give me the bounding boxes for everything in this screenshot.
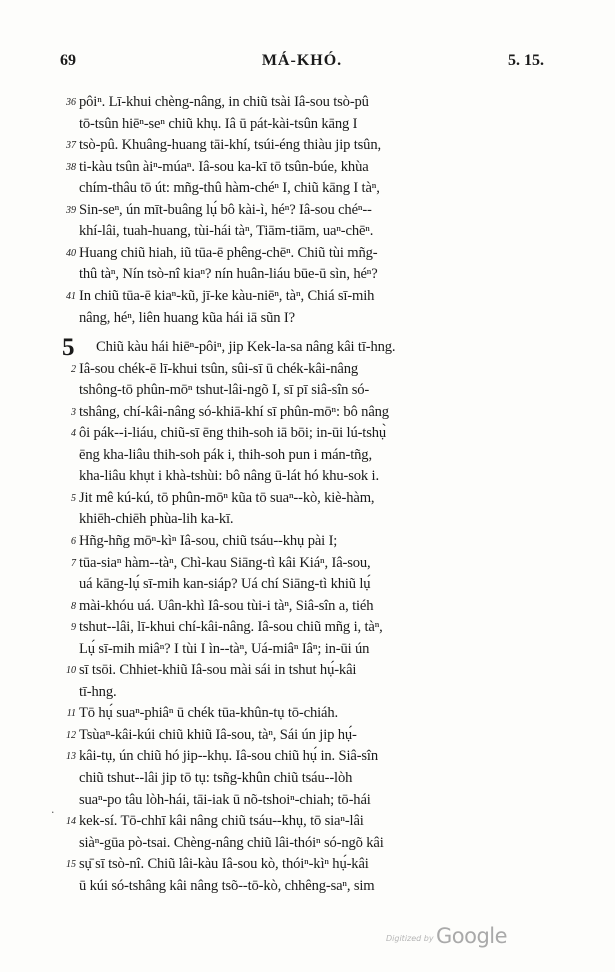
text-line — [0, 423, 615, 445]
text-line — [0, 660, 615, 682]
text-line — [0, 509, 615, 531]
verse-number: 8 — [71, 600, 76, 612]
text-line — [0, 380, 615, 402]
line-text: chím-thâu tō út: mñg-thû hàm-chéⁿ I, chiũ kāng I tàⁿ, — [79, 180, 380, 197]
verse-number: 15 — [66, 859, 76, 871]
verse-number: 40 — [66, 247, 76, 259]
verse-number: 38 — [66, 161, 76, 173]
line-text: tō-tsûn hiēⁿ-seⁿ chiũ khụ. Iâ ū pát-kài-tsûn kāng I — [79, 115, 358, 132]
text-line — [0, 157, 615, 179]
text-line — [0, 178, 615, 200]
verse-number: 12 — [66, 729, 76, 741]
text-line — [0, 221, 615, 243]
text-line — [0, 114, 615, 136]
line-text: Iâ-sou chék-ē lī-khui tsûn, sûi-sī ū chék-kâi-nâng — [79, 360, 359, 377]
text-line — [0, 811, 615, 833]
line-text: tī-hng. — [79, 683, 117, 700]
text-line — [0, 617, 615, 639]
text-line — [0, 790, 615, 812]
text-line — [0, 402, 615, 424]
line-text: thû tàⁿ, Nín tsò-nî kiaⁿ? nín huân-liáu būe-ū sìn, héⁿ? — [79, 266, 378, 283]
text-line — [0, 725, 615, 747]
text-line — [0, 308, 615, 330]
text-line — [0, 703, 615, 725]
page-header — [60, 52, 544, 76]
line-text: uá kāng-lụ́ sī-mih kan-siáp? Uá chí Siāng-tì khiũ lụ́ — [79, 576, 371, 593]
text-line — [0, 876, 615, 898]
margin-mark: · — [51, 806, 55, 819]
verse-number: 41 — [66, 290, 76, 302]
line-text: sī tsōi. Chhiet-khiũ Iâ-sou mài sái in tshut hụ́-kâi — [79, 662, 357, 679]
verse-number: 11 — [66, 708, 76, 720]
text-line — [0, 135, 615, 157]
text-line — [0, 746, 615, 768]
text-line — [0, 264, 615, 286]
chapter-verse-reference: 5. 15. — [508, 52, 544, 69]
text-line — [0, 334, 615, 361]
text-line — [0, 682, 615, 704]
verse-number: 10 — [66, 665, 76, 677]
text-line — [0, 854, 615, 876]
line-text: tshâng, chí-kâi-nâng só-khiā-khí sī phûn-mōⁿ: bô nâng — [79, 403, 389, 420]
verse-number: 5 — [71, 492, 76, 504]
line-text: khí-lâi, tuah-huang, tùi-hái tàⁿ, Tiām-tiām, uaⁿ-chēⁿ. — [79, 223, 374, 240]
verse-number: 2 — [71, 363, 76, 375]
line-text: Chiũ kàu hái hiēⁿ-pôiⁿ, jip Kek-la-sa nâng kâi tī-hng. — [96, 339, 396, 355]
line-text: tshông-tō phûn-mōⁿ tshut-lâi-ngõ I, sī pī siâ-sîn só- — [79, 382, 370, 399]
text-line — [0, 200, 615, 222]
line-text: siàⁿ-gūa pò-tsai. Chèng-nâng chiũ lâi-thóiⁿ só-ngõ kâi — [79, 834, 384, 851]
verse-number: 7 — [71, 557, 76, 569]
verse-number: 37 — [66, 140, 76, 152]
line-text: pôiⁿ. Lī-khui chèng-nâng, in chiũ tsài Iâ-sou tsò-pû — [79, 94, 369, 110]
line-text: Tsùaⁿ-kâi-kúi chiũ khiũ Iâ-sou, tàⁿ, Sái ún jip hụ́- — [79, 726, 357, 743]
line-text: tsò-pû. Khuâng-huang tāi-khí, tsúi-éng thiàu jip tsûn, — [79, 137, 381, 154]
line-text: Sin-seⁿ, ún mīt-buâng lụ́ bô kài-ì, héⁿ? Iâ-sou chéⁿ-- — [79, 201, 372, 218]
page-number: 69 — [60, 52, 76, 69]
text-line — [0, 553, 615, 575]
line-text: Jit mê kú-kú, tō phûn-mōⁿ kũa tō suaⁿ--kò, kiè-hàm, — [79, 489, 375, 506]
text-line — [0, 286, 615, 308]
line-text: ū kúi só-tshâng kâi nâng tsõ--tō-kò, chhêng-saⁿ, sim — [79, 877, 375, 894]
line-text: khiēh-chiēh phùa-lih ka-kī. — [79, 511, 234, 528]
line-text: Lụ́ sī-mih miâⁿ? I tùi I ìn--tàⁿ, Uá-miâⁿ Iâⁿ; in-ūi ún — [79, 640, 370, 657]
text-line — [0, 639, 615, 661]
text-line — [0, 574, 615, 596]
verse-number: 3 — [71, 406, 76, 418]
verse-number: 36 — [66, 97, 76, 108]
verse-number: 14 — [66, 816, 76, 828]
text-line — [0, 596, 615, 618]
text-line — [0, 445, 615, 467]
verse-number: 13 — [66, 751, 76, 763]
text-line — [0, 531, 615, 553]
line-text: kha-liâu khụt i khà-tshùi: bô nâng ū-lát hó khu-sok i. — [79, 468, 379, 485]
digitization-watermark — [386, 924, 526, 950]
line-text: In chiũ tūa-ē kiaⁿ-kũ, jī-ke kàu-niēⁿ, tàⁿ, Chiá sī-mih — [79, 287, 375, 304]
text-line — [0, 488, 615, 510]
line-text: ēng kha-liâu thih-soh pák i, thih-soh pun i mán-tñg, — [79, 446, 372, 463]
line-text: kâi-tụ, ún chiũ hó jip--khụ. Iâ-sou chiũ hụ́ in. Siâ-sîn — [79, 748, 378, 765]
google-logo: Google — [436, 924, 508, 948]
line-text: Hñg-hñg mōⁿ-kìⁿ Iâ-sou, chiũ tsáu--khụ pài I; — [79, 532, 338, 549]
text-line — [0, 833, 615, 855]
text-line — [0, 466, 615, 488]
digitized-by-label: Digitized by — [386, 934, 434, 943]
text-line — [0, 359, 615, 381]
line-text: sụ̄ sī tsò-nî. Chiũ lâi-kàu Iâ-sou kò, thóiⁿ-kìⁿ hụ́-kâi — [79, 856, 369, 873]
text-line — [0, 92, 615, 114]
verse-number: 9 — [71, 622, 76, 634]
line-text: ôi pák--i-liáu, chiũ-sī ēng thih-soh iā bōi; in-ūi lú-tshụ̀ — [79, 425, 387, 442]
line-text: tūa-siaⁿ hàm--tàⁿ, Chì-kau Siāng-tì kâi Kiáⁿ, Iâ-sou, — [79, 554, 371, 571]
verse-number: 6 — [71, 535, 76, 547]
line-text: kek-sí. Tō-chhī kâi nâng chiũ tsáu--khụ, tō siaⁿ-lâi — [79, 813, 364, 830]
line-text: Tō hụ́ suaⁿ-phiâⁿ ū chék tūa-khûn-tụ tō-chiáh. — [79, 705, 338, 722]
verse-number: 39 — [66, 204, 76, 216]
running-title: MÁ-KHÓ. — [261, 52, 343, 69]
line-text: tshut--lâi, lī-khui chí-kâi-nâng. Iâ-sou chiũ mñg i, tàⁿ, — [79, 619, 383, 636]
line-text: Huang chiũ hiah, iũ tūa-ē phêng-chēⁿ. Chiũ tùi mñg- — [79, 244, 378, 261]
line-text: mài-khóu uá. Uân-khì Iâ-sou tùi-i tàⁿ, Siâ-sîn a, tiéh — [79, 597, 374, 614]
text-line — [0, 243, 615, 265]
line-text: ti-kàu tsûn àiⁿ-múaⁿ. Iâ-sou ka-kī tō tsûn-búe, khùa — [79, 158, 369, 175]
line-text: suaⁿ-po tâu lòh-hái, tāi-iak ū nõ-tshoiⁿ-chiah; tō-hái — [79, 791, 371, 808]
chapter-number: 5 — [62, 334, 75, 361]
line-text: chiũ tshut--lâi jip tō tụ: tsñg-khûn chiũ tsáu--lòh — [79, 770, 353, 786]
text-line — [0, 768, 615, 790]
line-text: nâng, héⁿ, liên huang kũa hái iā sũn I? — [79, 309, 295, 326]
verse-number: 4 — [71, 428, 76, 440]
